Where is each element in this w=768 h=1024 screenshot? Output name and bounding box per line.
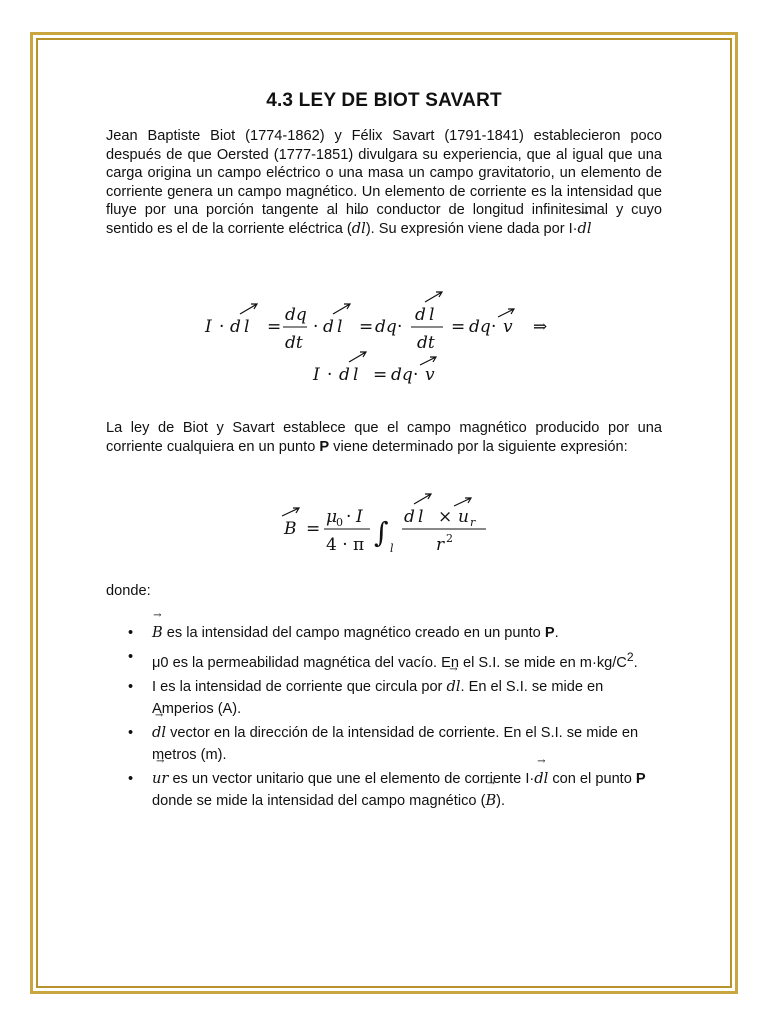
- eq1-dq: dq: [285, 305, 307, 325]
- vector-arrow: [333, 304, 350, 314]
- donde-label: donde:: [106, 583, 151, 599]
- list-item-text: vector en la dirección de la intensidad de corriente. En el S.I. se mide en metros (m).: [152, 724, 639, 763]
- eq1-dq: dq: [391, 365, 413, 385]
- definitions-list: [106, 622, 662, 814]
- current-element-equation: [195, 288, 575, 392]
- eq2-d: d: [404, 507, 415, 527]
- list-item-text: μ0 es la permeabilidad magnética del vacío. En el S.I. se mide en m·kg/C: [152, 654, 627, 671]
- eq1-d: d: [323, 317, 334, 337]
- eq2-r: r: [436, 535, 445, 555]
- point-p: P: [635, 770, 646, 787]
- b-vector-symbol: B →: [485, 790, 496, 812]
- dl-vector-symbol: dl →: [352, 220, 366, 239]
- list-item-text: con el punto: [548, 770, 636, 787]
- intro-text-mid: ). Su expresión viene dada por I·: [365, 220, 578, 237]
- point-p: P: [544, 625, 555, 641]
- dl-vector-symbol: dl →: [534, 768, 548, 790]
- list-item: [106, 676, 662, 720]
- eq1-d: d: [230, 317, 241, 337]
- list-item: [106, 722, 662, 766]
- eq1-dot: ·: [219, 317, 225, 337]
- list-item: [106, 768, 662, 812]
- eq2-denominator: 4 · π: [326, 535, 365, 555]
- list-item-text: .: [633, 654, 638, 671]
- eq2-I: I: [356, 507, 363, 527]
- vector-arrow: [240, 304, 257, 314]
- eq2-u: u: [458, 507, 469, 527]
- eq1-dot: ·: [397, 317, 403, 337]
- eq1-I: I: [313, 365, 320, 385]
- eq2-equals: =: [306, 519, 321, 539]
- section-title: 4.3 LEY DE BIOT SAVART: [266, 90, 502, 111]
- law-text-a: La ley de Biot y Savart establece que el campo magnético producido por una corriente cualquiera en un punto: [106, 420, 662, 455]
- list-item-text: . En el S.I. se mide en Amperios (A).: [152, 678, 604, 717]
- eq2-mu: μ: [326, 507, 338, 527]
- intro-paragraph: [106, 127, 662, 239]
- eq1-l: l: [337, 317, 343, 337]
- eq1-equals: =: [451, 317, 466, 337]
- point-p: P: [319, 438, 330, 455]
- biot-savart-equation: [272, 490, 498, 562]
- b-vector-symbol: B →: [152, 622, 163, 644]
- eq1-dot: ·: [327, 365, 333, 385]
- vector-arrow: [349, 352, 366, 362]
- eq1-dot: ·: [491, 317, 497, 337]
- vector-arrow: [420, 357, 436, 365]
- list-item-text: .: [554, 625, 559, 641]
- eq2-sup-2: 2: [446, 532, 453, 545]
- eq1-dt: dt: [417, 333, 435, 353]
- eq1-d: d: [339, 365, 350, 385]
- eq1-implies: ⇒: [533, 317, 548, 337]
- vector-arrow: [425, 292, 442, 302]
- intro-text: Jean Baptiste Biot (1774-1862) y Félix Savart (1791-1841) establecieron poco después de que Oersted (1777-1851) divulgara su experiencia, que al igual que una carga origina un campo eléctrico o una masa un campo gravitatorio, un elemento de corriente genera un campo magnético. Un elemento de corriente es la intensidad que fluye por una porción tangente al hilo conductor de longitud infinitesimal y cuyo sentido es el de la corriente eléctrica (: [106, 128, 662, 237]
- vector-arrow: [414, 494, 431, 504]
- eq2-sub-0: 0: [336, 516, 343, 529]
- superscript: 2: [626, 650, 634, 664]
- integral-sign: ∫: [374, 516, 389, 549]
- list-item-text: es la intensidad del campo magnético creado en un punto: [162, 625, 545, 641]
- eq2-l: l: [418, 507, 424, 527]
- list-item-text: donde se mide la intensidad del campo magnético (: [152, 792, 486, 809]
- eq1-dq: dq: [375, 317, 397, 337]
- ur-vector-symbol: ur →: [152, 768, 168, 790]
- eq2-dot: ·: [346, 507, 352, 527]
- list-item-text: es un vector unitario que une el elemento de corriente I·: [168, 770, 535, 787]
- vector-arrow: [282, 508, 299, 516]
- eq2-cross: ×: [438, 507, 453, 527]
- eq1-I: I: [205, 317, 212, 337]
- dl-vector-symbol: dl →: [578, 220, 592, 239]
- list-item: [106, 622, 662, 644]
- list-item: [106, 646, 662, 674]
- eq2-sub-r: r: [470, 516, 476, 529]
- eq1-dot: ·: [313, 317, 319, 337]
- eq1-dt: dt: [285, 333, 303, 353]
- dl-vector-symbol: dl →: [446, 676, 460, 698]
- eq1-dot: ·: [413, 365, 419, 385]
- eq1-equals: =: [373, 365, 388, 385]
- dl-vector-symbol: dl →: [152, 722, 166, 744]
- eq1-v: v: [425, 365, 435, 385]
- eq1-d: d: [415, 305, 426, 325]
- law-paragraph: [106, 419, 662, 456]
- law-text-b: viene determinado por la siguiente expresión:: [329, 438, 628, 455]
- eq1-v: v: [503, 317, 513, 337]
- vector-arrow: [454, 498, 471, 506]
- eq1-l: l: [429, 305, 435, 325]
- vector-arrow: [498, 309, 514, 317]
- eq1-l: l: [244, 317, 250, 337]
- list-item-text: ).: [496, 792, 506, 809]
- eq2-sub-l: l: [390, 542, 394, 555]
- eq1-equals: =: [267, 317, 282, 337]
- list-item-text: I es la intensidad de corriente que circula por: [152, 678, 447, 695]
- eq2-B: B: [284, 519, 297, 539]
- eq1-dq: dq: [469, 317, 491, 337]
- eq1-equals: =: [359, 317, 374, 337]
- eq1-l: l: [353, 365, 359, 385]
